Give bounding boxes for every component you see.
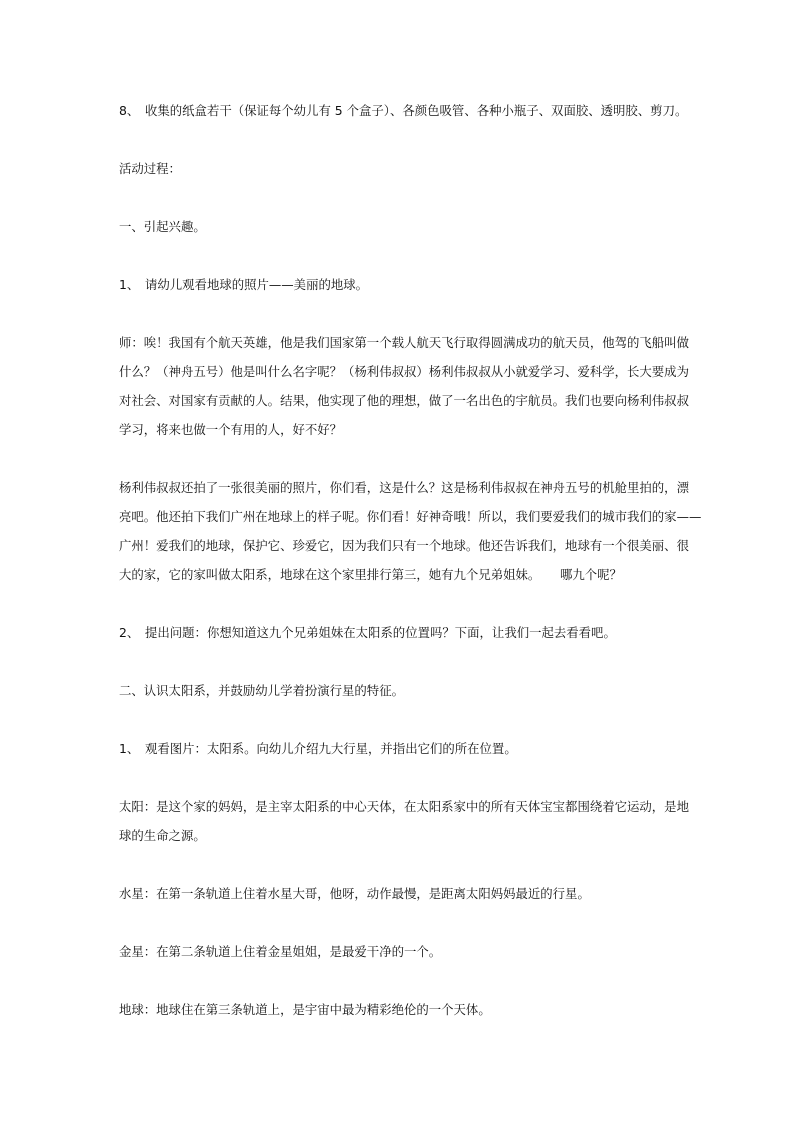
line-text: 提出问题：你想知道这九个兄弟姐妹在太阳系的位置吗？下面，让我们一起去看看吧。 — [145, 625, 616, 640]
line-text: 学习，将来也做一个有用的人，好不好？ — [119, 422, 343, 437]
line-text: 亮吧。他还拍下我们广州在地球上的样子呢。你们看！好神奇哦！所以，我们要爱我们的城市我们的家—— — [119, 509, 702, 524]
text-line-16 — [119, 799, 689, 815]
line-text: 大的家，它的家叫做太阳系，地球在这个家里排行第三，她有九个兄弟姐妹。 哪九个呢？ — [119, 567, 622, 582]
text-line-18 — [119, 886, 679, 902]
text-line-2 — [119, 161, 679, 177]
line-text: 太阳：是这个家的妈妈，是主宰太阳系的中心天体，在太阳系家中的所有天体宝宝都围绕着它运动，是地 — [119, 799, 689, 814]
section-heading: 二、认识太阳系，并鼓励幼儿学着扮演行星的特征。 — [119, 683, 404, 698]
text-line-10 — [119, 509, 702, 525]
list-number: 2、 — [119, 625, 140, 640]
line-text: 广州！爱我们的地球，保护它、珍爱它，因为我们只有一个地球。他还告诉我们，地球有一个很美丽、很 — [119, 538, 689, 553]
text-line-11 — [119, 538, 689, 554]
section-heading: 一、引起兴趣。 — [119, 219, 206, 234]
line-text: 什么？（神舟五号）他是叫什么名字呢？（杨利伟叔叔）杨利伟叔叔从小就爱学习、爱科学，长大要成为 — [119, 364, 689, 379]
text-line-5 — [119, 335, 689, 351]
line-text: 杨利伟叔叔还拍了一张很美丽的照片，你们看，这是什么？这是杨利伟叔叔在神舟五号的机舱里拍的，漂 — [119, 480, 689, 495]
text-line-3 — [119, 219, 679, 235]
section-label: 活动过程： — [119, 161, 181, 176]
line-text: 师：唉！我国有个航天英雄，他是我们国家第一个载人航天飞行取得圆满成功的航天员，他驾的飞船叫做 — [119, 335, 689, 350]
text-line-7 — [119, 393, 689, 409]
line-text: 球的生命之源。 — [119, 828, 206, 843]
line-text: 请幼儿观看地球的照片——美丽的地球。 — [145, 277, 369, 292]
text-line-6 — [119, 364, 689, 380]
text-line-8 — [119, 422, 679, 438]
text-line-17 — [119, 828, 679, 844]
line-text: 地球：地球住在第三条轨道上，是宇宙中最为精彩绝伦的一个天体。 — [119, 1002, 491, 1017]
line-text: 对社会、对国家有贡献的人。结果，他实现了他的理想，做了一名出色的宇航员。我们也要向杨利伟叔叔 — [119, 393, 689, 408]
text-line-15 — [119, 741, 679, 757]
text-line-19 — [119, 944, 679, 960]
text-line-4 — [119, 277, 679, 293]
text-line-1 — [119, 103, 688, 119]
list-number: 8、 — [119, 103, 140, 118]
list-number: 1、 — [119, 741, 140, 756]
line-text: 水星：在第一条轨道上住着水星大哥，他呀，动作最慢，是距离太阳妈妈最近的行星。 — [119, 886, 590, 901]
text-line-14 — [119, 683, 679, 699]
text-line-13 — [119, 625, 679, 641]
line-text: 收集的纸盒若干（保证每个幼儿有 5 个盒子）、各颜色吸管、各种小瓶子、双面胶、透明胶、剪刀。 — [145, 103, 688, 118]
text-line-20 — [119, 1002, 679, 1018]
list-number: 1、 — [119, 277, 140, 292]
text-line-9 — [119, 480, 689, 496]
line-text: 观看图片：太阳系。向幼儿介绍九大行星，并指出它们的所在位置。 — [145, 741, 517, 756]
text-line-12 — [119, 567, 679, 583]
line-text: 金星：在第二条轨道上住着金星姐姐，是最爱干净的一个。 — [119, 944, 442, 959]
